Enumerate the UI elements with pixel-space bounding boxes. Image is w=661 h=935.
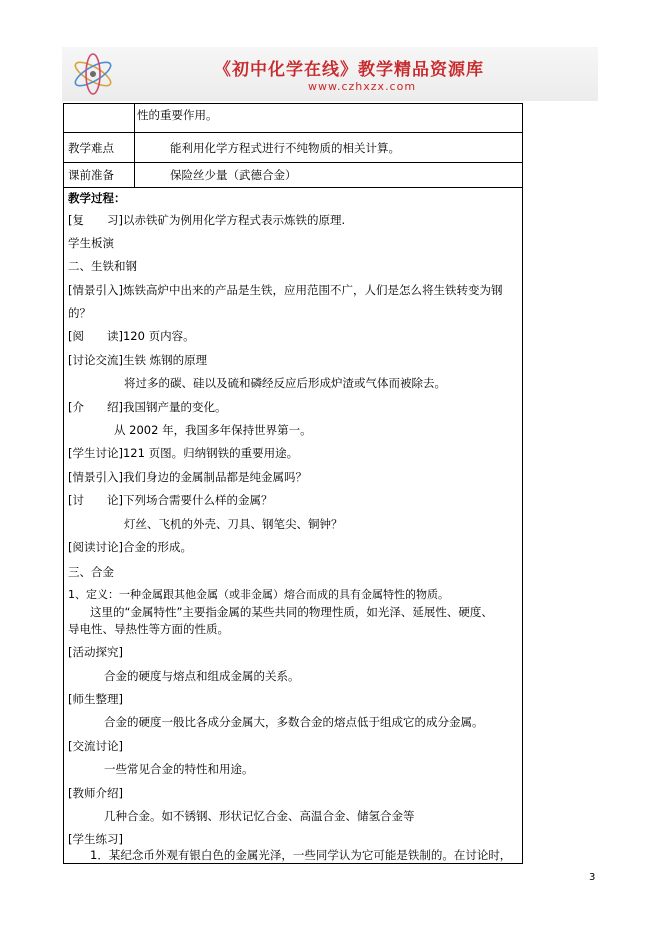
paragraph-line: [阅 读]120 页内容。 bbox=[68, 329, 195, 343]
paragraph-line: 几种合金。如不锈钢、形状记忆合金、高温合金、储氢合金等 bbox=[104, 809, 415, 823]
paragraph-line: 将过多的碳、硅以及硫和磷经反应后形成炉渣或气体而被除去。 bbox=[124, 376, 446, 390]
paragraph-line: [学生讨论]121 页图。归纳钢铁的重要用途。 bbox=[68, 446, 299, 460]
paragraph-line: [复 习]以赤铁矿为例用化学方程式表示炼铁的原理. bbox=[68, 213, 346, 227]
section-heading: 二、生铁和钢 bbox=[68, 259, 137, 273]
paragraph-line: 的？ bbox=[68, 306, 91, 320]
paragraph-line: 一些常见合金的特性和用途。 bbox=[104, 762, 254, 776]
table-divider bbox=[64, 162, 522, 163]
banner-url: www.czhxzx.com bbox=[308, 80, 417, 93]
paragraph-line: 从 2002 年，我国多年保持世界第一。 bbox=[114, 423, 312, 437]
section-heading: 三、合金 bbox=[68, 565, 114, 579]
paragraph-line: 灯丝、飞机的外壳、刀具、钢笔尖、铜钟？ bbox=[124, 517, 343, 531]
molecule-logo-icon bbox=[70, 51, 116, 97]
paragraph-line: 合金的硬度与熔点和组成金属的关系。 bbox=[104, 669, 300, 683]
paragraph-line: 1．某纪念币外观有银白色的金属光泽，一些同学认为它可能是铁制的。在讨论时， bbox=[90, 848, 512, 862]
row-text-0: 性的重要作用。 bbox=[137, 108, 218, 122]
paragraph-line: [阅读讨论]合金的形成。 bbox=[68, 540, 192, 554]
page-number: 3 bbox=[589, 872, 596, 883]
paragraph-line: [情景引入]我们身边的金属制品都是纯金属吗？ bbox=[68, 470, 307, 484]
table-divider bbox=[64, 187, 522, 188]
paragraph-line: [师生整理] bbox=[68, 692, 123, 706]
paragraph-line: [讨 论]下列场合需要什么样的金属？ bbox=[68, 493, 273, 507]
paragraph-line: [教师介绍] bbox=[68, 786, 123, 800]
paragraph-line: [讨论交流]生铁 炼钢的原理 bbox=[68, 353, 208, 367]
paragraph-line: 1、定义：一种金属跟其他金属（或非金属）熔合而成的具有金属特性的物质。 bbox=[68, 588, 449, 601]
table-column-divider bbox=[134, 104, 135, 188]
paragraph-line: [学生练习] bbox=[68, 832, 123, 846]
paragraph-line: [活动探究] bbox=[68, 645, 123, 659]
table-divider bbox=[64, 132, 522, 133]
paragraph-line: 导电性、导热性等方面的性质。 bbox=[68, 622, 229, 636]
paragraph-line: [交流讨论] bbox=[68, 739, 123, 753]
header-banner bbox=[62, 47, 598, 101]
section-heading: 教学过程： bbox=[68, 191, 126, 205]
banner-title: 《初中化学在线》教学精品资源库 bbox=[214, 60, 484, 80]
row-label-difficulty: 教学难点 bbox=[68, 141, 114, 155]
paragraph-line: 学生板演 bbox=[68, 236, 114, 250]
lesson-table bbox=[63, 103, 523, 864]
row-text-preparation: 保险丝少量（武德合金） bbox=[170, 168, 297, 182]
row-label-preparation: 课前准备 bbox=[68, 168, 114, 182]
paragraph-line: [情景引入]炼铁高炉中出来的产品是生铁，应用范围不广，人们是怎么将生铁转变为钢 bbox=[68, 283, 503, 297]
row-text-difficulty: 能利用化学方程式进行不纯物质的相关计算。 bbox=[170, 141, 400, 155]
paragraph-line: 这里的“金属特性”主要指金属的某些共同的物理性质，如光泽、延展性、硬度、 bbox=[90, 605, 493, 619]
paragraph-line: 合金的硬度一般比各成分金属大，多数合金的熔点低于组成它的成分金属。 bbox=[104, 715, 484, 729]
paragraph-line: [介 绍]我国钢产量的变化。 bbox=[68, 400, 227, 414]
